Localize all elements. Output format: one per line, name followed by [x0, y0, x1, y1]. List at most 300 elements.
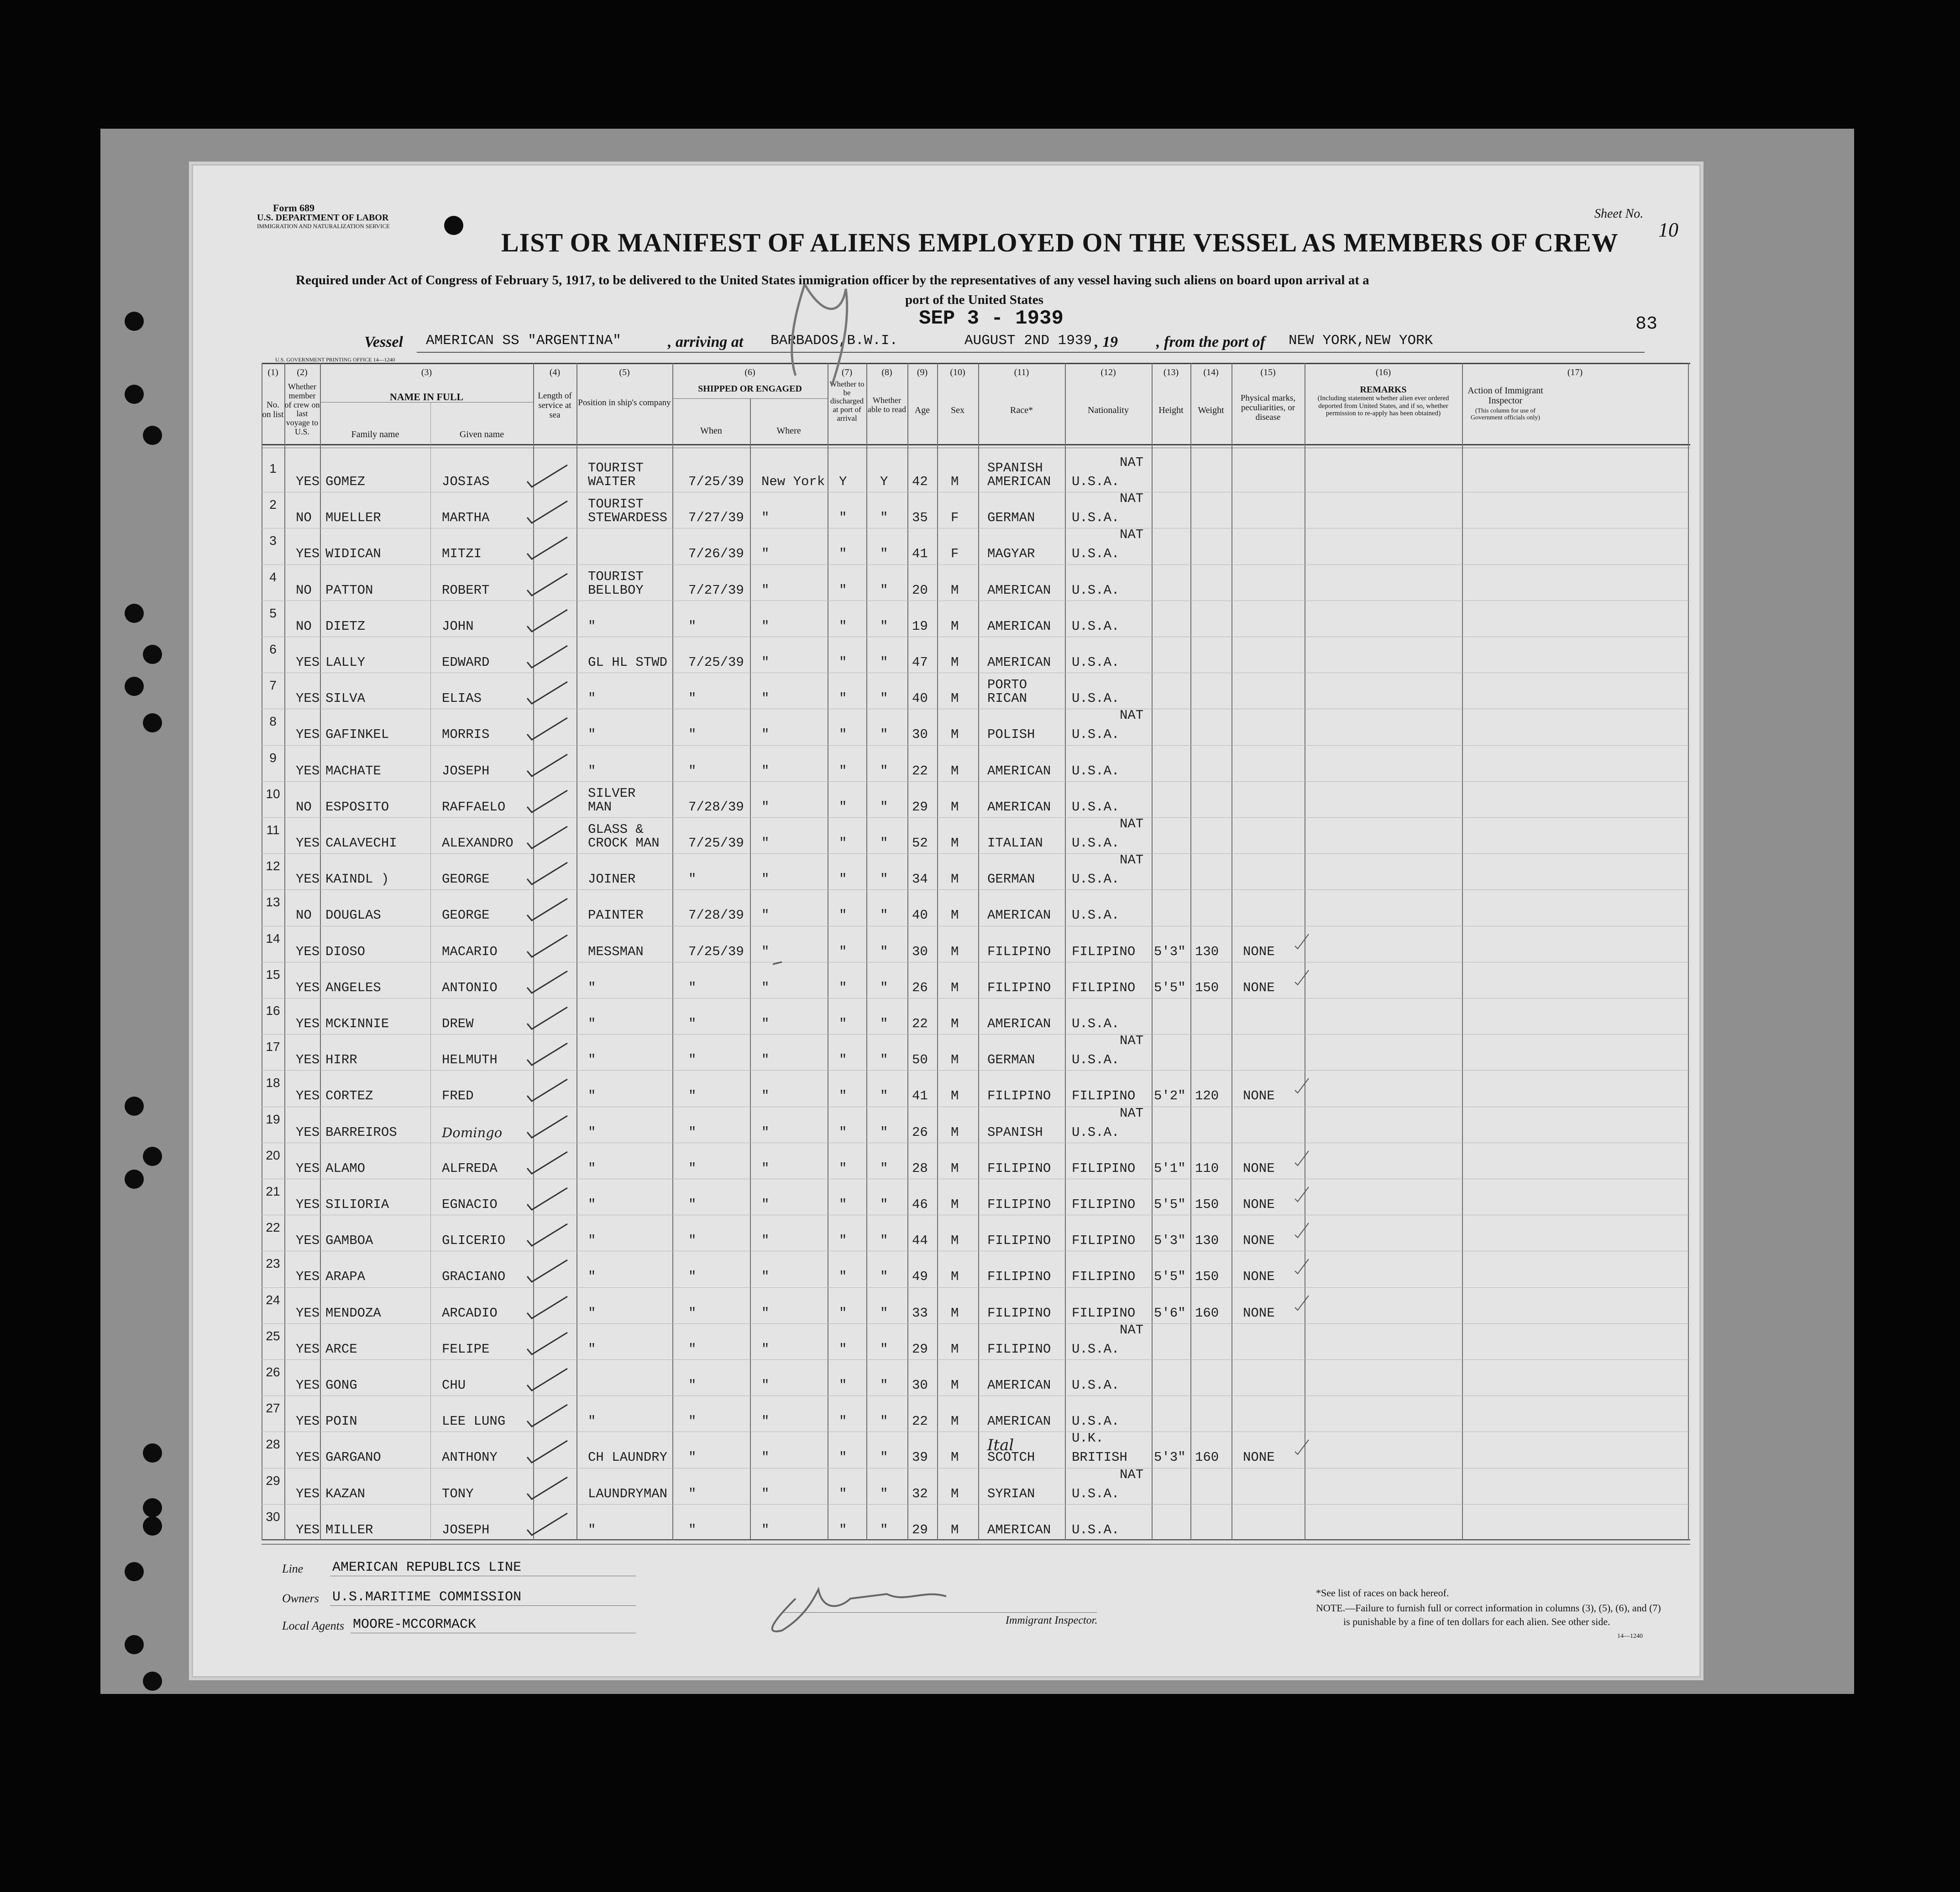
- position-line-1: TOURIST: [588, 460, 644, 476]
- punch-hole: [143, 1516, 162, 1536]
- age: 22: [912, 1016, 928, 1031]
- discharged: ": [839, 799, 847, 815]
- agents-value: MOORE-MCCORMACK: [353, 1617, 477, 1632]
- nationality: U.S.A.: [1072, 691, 1120, 706]
- position-line-2: PAINTER: [588, 908, 644, 923]
- printing-office: U.S. GOVERNMENT PRINTING OFFICE 14—1240: [275, 356, 395, 363]
- crew-last-voyage: YES: [296, 1052, 320, 1068]
- physical-marks: NONE: [1243, 1305, 1275, 1321]
- punch-hole: [143, 1498, 162, 1517]
- shipped-where: ": [761, 1233, 770, 1249]
- crew-last-voyage: YES: [296, 1124, 320, 1140]
- able-to-read: ": [880, 546, 888, 562]
- shipped-where: ": [761, 1414, 770, 1429]
- punch-hole: [125, 1635, 144, 1654]
- sheet-number: 10: [1658, 219, 1678, 241]
- col-header-shipped: SHIPPED OR ENGAGED: [698, 384, 802, 394]
- shipped-where: ": [761, 655, 770, 670]
- naturalized-marker: NAT: [1120, 1105, 1144, 1121]
- discharged: ": [839, 1233, 847, 1249]
- given-name: Domingo: [442, 1124, 503, 1140]
- punch-hole: [143, 713, 162, 732]
- sex: M: [951, 1160, 959, 1176]
- shipped-when: 7/25/39: [688, 474, 744, 489]
- form-number: Form 689: [273, 202, 315, 214]
- able-to-read: ": [880, 1305, 888, 1321]
- crew-last-voyage: YES: [296, 872, 320, 887]
- shipped-when: ": [688, 1124, 697, 1140]
- col-num-14: (14): [1203, 367, 1219, 377]
- handwritten-marks: [193, 166, 1699, 1676]
- col-header-nationality: Nationality: [1088, 405, 1129, 415]
- sex: M: [951, 1305, 959, 1321]
- shipped-when: ": [688, 1269, 697, 1285]
- note-line-2: is punishable by a fine of ten dollars for each alien. See other side.: [1343, 1616, 1610, 1627]
- shipped-where: ": [761, 763, 770, 779]
- row-number: 30: [266, 1509, 280, 1524]
- shipped-where: ": [761, 980, 770, 995]
- family-name: GARGANO: [325, 1450, 381, 1465]
- position-line-2: ": [588, 1522, 596, 1537]
- discharged: ": [839, 1269, 847, 1285]
- naturalized-marker: NAT: [1120, 852, 1144, 868]
- race: AMERICAN: [987, 1016, 1051, 1031]
- punch-hole: [125, 1562, 144, 1581]
- crew-last-voyage: NO: [296, 908, 312, 923]
- weight: 110: [1195, 1160, 1219, 1176]
- sex: F: [951, 546, 959, 562]
- able-to-read: ": [880, 1522, 888, 1537]
- col-num-17: (17): [1567, 367, 1583, 377]
- position-line-2: ": [588, 1197, 596, 1212]
- stamp-date: SEP 3 - 1939: [919, 307, 1064, 330]
- family-name: CORTEZ: [325, 1088, 373, 1104]
- crew-last-voyage: NO: [296, 799, 312, 815]
- race: SYRIAN: [987, 1486, 1035, 1501]
- position-line-2: CH LAUNDRY: [588, 1450, 668, 1465]
- age: 41: [912, 1088, 928, 1104]
- weight: 120: [1195, 1088, 1219, 1104]
- able-to-read: ": [880, 1088, 888, 1104]
- race: AMERICAN: [987, 618, 1051, 634]
- shipped-where: ": [761, 1269, 770, 1285]
- weight: 150: [1195, 1197, 1219, 1212]
- sex: M: [951, 836, 959, 851]
- given-name: GEORGE: [442, 908, 490, 923]
- service: IMMIGRATION AND NATURALIZATION SERVICE: [257, 223, 390, 230]
- discharged: ": [839, 655, 847, 670]
- family-name: GAMBOA: [325, 1233, 373, 1249]
- family-name: DIETZ: [325, 618, 366, 634]
- position-line-2: WAITER: [588, 474, 636, 489]
- sex: M: [951, 908, 959, 923]
- given-name: JOSIAS: [442, 474, 490, 489]
- family-name: KAINDL ): [325, 872, 389, 887]
- shipped-where: ": [761, 582, 770, 598]
- discharged: ": [839, 836, 847, 851]
- given-name: GEORGE: [442, 872, 490, 887]
- given-name: ARCADIO: [442, 1305, 498, 1321]
- discharged: ": [839, 1160, 847, 1176]
- position-line-2: ": [588, 763, 596, 779]
- crew-last-voyage: NO: [296, 618, 312, 634]
- sex: M: [951, 1378, 959, 1393]
- shipped-when: ": [688, 872, 697, 887]
- discharged: ": [839, 763, 847, 779]
- row-number: 29: [266, 1473, 280, 1488]
- punch-hole: [143, 645, 162, 664]
- given-name: TONY: [442, 1486, 474, 1501]
- weight: 130: [1195, 944, 1219, 959]
- naturalized-marker: NAT: [1120, 527, 1144, 543]
- sex: F: [951, 510, 959, 526]
- position-line-2: CROCK MAN: [588, 836, 660, 851]
- position-line-2: STEWARDESS: [588, 510, 668, 526]
- family-name: BARREIROS: [325, 1124, 397, 1140]
- col-header-family-name: Family name: [351, 429, 399, 439]
- nationality: FILIPINO: [1072, 1088, 1136, 1104]
- crew-last-voyage: YES: [296, 655, 320, 670]
- age: 29: [912, 1522, 928, 1537]
- position-line-2: MESSMAN: [588, 944, 644, 959]
- age: 20: [912, 582, 928, 598]
- height: 5'3": [1154, 1450, 1186, 1465]
- shipped-when: ": [688, 1414, 697, 1429]
- race: POLISH: [987, 727, 1035, 742]
- race: FILIPINO: [987, 1305, 1051, 1321]
- position-line-2: ": [588, 618, 596, 634]
- family-name: GONG: [325, 1378, 357, 1393]
- given-name: FRED: [442, 1088, 474, 1104]
- note-line-1: NOTE.—Failure to furnish full or correct information in columns (3), (5), (6), and (7): [1316, 1602, 1661, 1614]
- crew-last-voyage: YES: [296, 980, 320, 995]
- discharged: ": [839, 1088, 847, 1104]
- row-number: 10: [266, 786, 280, 801]
- crew-last-voyage: YES: [296, 1269, 320, 1285]
- given-name: EGNACIO: [442, 1197, 498, 1212]
- race: FILIPINO: [987, 1088, 1051, 1104]
- shipped-when: ": [688, 1522, 697, 1537]
- race: MAGYAR: [987, 546, 1035, 562]
- height: 5'6": [1154, 1305, 1186, 1321]
- discharged: ": [839, 872, 847, 887]
- family-name: ALAMO: [325, 1160, 366, 1176]
- year-label: , 19: [1095, 334, 1118, 350]
- age: 40: [912, 908, 928, 923]
- age: 34: [912, 872, 928, 887]
- nationality: U.S.A.: [1072, 727, 1120, 742]
- race: FILIPINO: [987, 1341, 1051, 1357]
- shipped-when: 7/25/39: [688, 836, 744, 851]
- crew-last-voyage: YES: [296, 1341, 320, 1357]
- sex: M: [951, 1124, 959, 1140]
- family-name: PATTON: [325, 582, 373, 598]
- col-num-6: (6): [744, 367, 755, 377]
- punch-hole: [125, 312, 144, 331]
- punch-hole: [143, 1147, 162, 1166]
- discharged: ": [839, 1341, 847, 1357]
- given-name: DREW: [442, 1016, 474, 1031]
- naturalized-marker: NAT: [1120, 1322, 1144, 1338]
- able-to-read: ": [880, 1016, 888, 1031]
- crew-last-voyage: YES: [296, 546, 320, 562]
- race: GERMAN: [987, 872, 1035, 887]
- able-to-read: ": [880, 980, 888, 995]
- weight: 150: [1195, 980, 1219, 995]
- manifest-sheet: [192, 164, 1701, 1678]
- position-line-2: ": [588, 1160, 596, 1176]
- row-number: 1: [269, 461, 277, 476]
- row-number: 13: [266, 895, 280, 909]
- shipped-when: 7/26/39: [688, 546, 744, 562]
- from-label: , from the port of: [1156, 334, 1265, 350]
- shipped-where: ": [761, 1341, 770, 1357]
- given-name: MORRIS: [442, 727, 490, 742]
- crew-last-voyage: YES: [296, 944, 320, 959]
- crew-last-voyage: YES: [296, 1450, 320, 1465]
- naturalized-marker: NAT: [1120, 1033, 1144, 1049]
- able-to-read: ": [880, 872, 888, 887]
- race: FILIPINO: [987, 944, 1051, 959]
- family-name: ARCE: [325, 1341, 357, 1357]
- col-num-4: (4): [549, 367, 561, 377]
- given-name: HELMUTH: [442, 1052, 498, 1068]
- col-header-weight: Weight: [1198, 405, 1224, 415]
- family-name: CALAVECHI: [325, 836, 397, 851]
- race: AMERICAN: [987, 1378, 1051, 1393]
- nationality: U.S.A.: [1072, 1052, 1120, 1068]
- discharged: ": [839, 510, 847, 526]
- shipped-where: ": [761, 1305, 770, 1321]
- physical-marks: NONE: [1243, 1269, 1275, 1285]
- sex: M: [951, 727, 959, 742]
- height: 5'5": [1154, 1197, 1186, 1212]
- position-line-1: TOURIST: [588, 497, 644, 512]
- sex: M: [951, 474, 959, 489]
- position-line-2: ": [588, 1269, 596, 1285]
- race: GERMAN: [987, 510, 1035, 526]
- shipped-when: 7/27/39: [688, 582, 744, 598]
- physical-marks: NONE: [1243, 1450, 1275, 1465]
- discharged: ": [839, 1450, 847, 1465]
- given-name: LEE LUNG: [442, 1414, 506, 1429]
- age: 29: [912, 799, 928, 815]
- crew-last-voyage: NO: [296, 582, 312, 598]
- sex: M: [951, 1414, 959, 1429]
- able-to-read: ": [880, 1233, 888, 1249]
- age: 30: [912, 1378, 928, 1393]
- discharged: Y: [839, 474, 847, 489]
- crew-last-voyage: YES: [296, 763, 320, 779]
- shipped-where: ": [761, 1160, 770, 1176]
- col-header-when: When: [700, 426, 722, 436]
- age: 30: [912, 727, 928, 742]
- nationality: BRITISH: [1072, 1450, 1127, 1465]
- crew-last-voyage: YES: [296, 1305, 320, 1321]
- able-to-read: ": [880, 1450, 888, 1465]
- given-name: GLICERIO: [442, 1233, 506, 1249]
- shipped-when: 7/25/39: [688, 944, 744, 959]
- shipped-when: 7/28/39: [688, 908, 744, 923]
- from-port: NEW YORK,NEW YORK: [1289, 333, 1433, 349]
- age: 33: [912, 1305, 928, 1321]
- family-name: GOMEZ: [325, 474, 366, 489]
- position-line-2: ": [588, 1016, 596, 1031]
- able-to-read: ": [880, 1052, 888, 1068]
- nationality: U.S.A.: [1072, 908, 1120, 923]
- sex: M: [951, 980, 959, 995]
- position-line-2: JOINER: [588, 872, 636, 887]
- sex: M: [951, 691, 959, 706]
- punch-hole: [143, 1672, 162, 1691]
- nationality: U.S.A.: [1072, 1124, 1120, 1140]
- col-header-discharged: Whether to be discharged at port of arrival: [829, 380, 865, 423]
- col-header-position: Position in ship's company: [578, 398, 671, 408]
- col-num-16: (16): [1375, 367, 1391, 377]
- position-line-2: BELLBOY: [588, 582, 644, 598]
- age: 30: [912, 944, 928, 959]
- family-name: ANGELES: [325, 980, 381, 995]
- given-name: ANTONIO: [442, 980, 498, 995]
- crew-last-voyage: YES: [296, 474, 320, 489]
- age: 26: [912, 1124, 928, 1140]
- given-name: MITZI: [442, 546, 482, 562]
- race: AMERICAN: [987, 908, 1051, 923]
- race-line-1: Ital: [987, 1436, 1014, 1455]
- position-line-2: ": [588, 980, 596, 995]
- crew-last-voyage: YES: [296, 1197, 320, 1212]
- able-to-read: ": [880, 727, 888, 742]
- shipped-where: ": [761, 944, 770, 959]
- weight: 160: [1195, 1305, 1219, 1321]
- position-line-2: ": [588, 1088, 596, 1104]
- race: ITALIAN: [987, 836, 1043, 851]
- discharged: ": [839, 582, 847, 598]
- shipped-where: ": [761, 1450, 770, 1465]
- row-number: 18: [266, 1076, 280, 1090]
- nationality: U.S.A.: [1072, 474, 1120, 489]
- nationality: U.S.A.: [1072, 763, 1120, 779]
- naturalized-marker: NAT: [1120, 816, 1144, 831]
- sex: M: [951, 1233, 959, 1249]
- nationality: U.S.A.: [1072, 1378, 1120, 1393]
- able-to-read: ": [880, 582, 888, 598]
- nationality: U.S.A.: [1072, 510, 1120, 526]
- col-header-given-name: Given name: [459, 429, 504, 439]
- age: 35: [912, 510, 928, 526]
- sex: M: [951, 582, 959, 598]
- able-to-read: ": [880, 655, 888, 670]
- given-name: JOSEPH: [442, 763, 490, 779]
- race: AMERICAN: [987, 1522, 1051, 1537]
- age: 22: [912, 1414, 928, 1429]
- arriving-label: , arriving at: [668, 334, 744, 350]
- family-name: MENDOZA: [325, 1305, 381, 1321]
- shipped-where: ": [761, 1016, 770, 1031]
- shipped-where: ": [761, 1486, 770, 1501]
- physical-marks: NONE: [1243, 1197, 1275, 1212]
- naturalized-marker: NAT: [1120, 708, 1144, 723]
- shipped-when: 7/28/39: [688, 799, 744, 815]
- family-name: DIOSO: [325, 944, 366, 959]
- shipped-when: 7/27/39: [688, 510, 744, 526]
- row-number: 9: [269, 750, 277, 765]
- shipped-where: ": [761, 618, 770, 634]
- given-name: GRACIANO: [442, 1269, 506, 1285]
- crew-last-voyage: YES: [296, 836, 320, 851]
- row-number: 17: [266, 1040, 280, 1054]
- race-line-1: PORTO: [987, 677, 1027, 693]
- nationality: U.S.A.: [1072, 872, 1120, 887]
- able-to-read: ": [880, 1269, 888, 1285]
- able-to-read: ": [880, 836, 888, 851]
- family-name: HIRR: [325, 1052, 357, 1068]
- col-header-age: Age: [914, 405, 930, 415]
- family-name: MILLER: [325, 1522, 373, 1537]
- nationality: U.S.A.: [1072, 1016, 1120, 1031]
- row-number: 27: [266, 1401, 280, 1416]
- naturalized-marker: U.K.: [1072, 1431, 1104, 1446]
- col-header-race: Race*: [1010, 405, 1033, 415]
- discharged: ": [839, 1486, 847, 1501]
- sex: M: [951, 1088, 959, 1104]
- family-name: ARAPA: [325, 1269, 366, 1285]
- shipped-when: ": [688, 1197, 697, 1212]
- arrival-date: AUGUST 2ND 1939: [964, 333, 1092, 349]
- discharged: ": [839, 618, 847, 634]
- col-num-9: (9): [917, 367, 928, 377]
- punch-hole: [125, 1170, 144, 1189]
- col-header-no-on-list: No. on list: [262, 400, 284, 419]
- race: AMERICAN: [987, 474, 1051, 489]
- height: 5'1": [1154, 1160, 1186, 1176]
- discharged: ": [839, 908, 847, 923]
- given-name: MACARIO: [442, 944, 498, 959]
- nationality: U.S.A.: [1072, 546, 1120, 562]
- punch-hole: [125, 604, 144, 623]
- punch-hole: [143, 1443, 162, 1463]
- col-header-physical-marks: Physical marks, peculiarities, or disease: [1240, 393, 1296, 422]
- nationality: FILIPINO: [1072, 1233, 1136, 1249]
- given-name: ALFREDA: [442, 1160, 498, 1176]
- physical-marks: NONE: [1243, 1088, 1275, 1104]
- row-number: 11: [266, 823, 280, 837]
- col-header-action: Action of Immigrant Inspector: [1467, 386, 1543, 406]
- row-number: 4: [269, 570, 277, 584]
- row-number: 14: [266, 931, 280, 946]
- form-code: 14—1240: [1617, 1633, 1643, 1640]
- discharged: ": [839, 1414, 847, 1429]
- row-number: 21: [266, 1184, 280, 1198]
- discharged: ": [839, 1016, 847, 1031]
- race: AMERICAN: [987, 799, 1051, 815]
- given-name: JOHN: [442, 618, 474, 634]
- nationality: U.S.A.: [1072, 1341, 1120, 1357]
- given-name: ANTHONY: [442, 1450, 498, 1465]
- owners-label: Owners: [282, 1592, 319, 1605]
- nationality: FILIPINO: [1072, 980, 1136, 995]
- vessel-name: AMERICAN SS "ARGENTINA": [426, 333, 621, 349]
- col-num-1: (1): [267, 367, 278, 377]
- col-header-able-to-read: Whether able to read: [868, 396, 906, 414]
- position-line-1: TOURIST: [588, 569, 644, 584]
- physical-marks: NONE: [1243, 980, 1275, 995]
- family-name: SILIORIA: [325, 1197, 389, 1212]
- shipped-where: ": [761, 908, 770, 923]
- shipped-when: ": [688, 1016, 697, 1031]
- naturalized-marker: NAT: [1120, 1467, 1144, 1482]
- age: 50: [912, 1052, 928, 1068]
